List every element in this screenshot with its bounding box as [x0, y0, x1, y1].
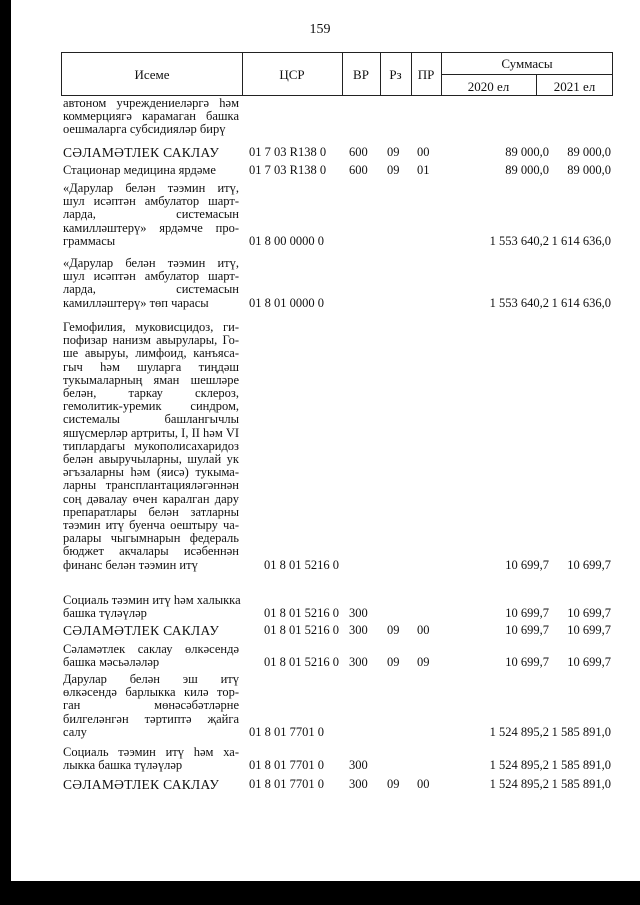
row-name-line: гыч һәм шуларга тиңдәш — [63, 359, 239, 374]
row-csr: 01 8 01 7701 0 — [249, 758, 324, 773]
row-csr: 01 8 01 5216 0 — [264, 655, 339, 670]
row-name — [63, 643, 239, 669]
row-sum-2020: 10 699,7 — [505, 557, 549, 572]
row-name-line: яшүсмерләр артриты, I, II һәм VI — [63, 425, 240, 440]
header-sums: Суммасы — [501, 56, 553, 71]
row-vr: 300 — [349, 758, 368, 773]
row-name-line: шул исәптән амбулатор шарт- — [63, 194, 239, 209]
row-name-line: автоном учреждениеләргә һәм — [63, 96, 239, 110]
row-pr: 00 — [417, 777, 430, 791]
row-rz: 09 — [387, 777, 400, 791]
row-name-line: финанс белән тәэмин итү — [63, 557, 198, 572]
row-sum-2020: 1 553 640,2 — [489, 233, 549, 248]
row-sum-2021: 10 699,7 — [567, 655, 611, 670]
row-csr: 01 8 01 7701 0 — [249, 777, 324, 791]
header-csr: ЦСР — [279, 67, 305, 82]
row-name-line: ларны трансплантацияләгәннән — [63, 478, 239, 493]
row-name — [63, 97, 239, 137]
row-name — [63, 182, 239, 248]
row-vr: 600 — [349, 163, 368, 177]
row-name-line: Стационар медицина ярдәме — [63, 163, 216, 177]
row-rz: 09 — [387, 655, 400, 670]
row-name-line: камилләштерү» төп чарасы — [63, 295, 209, 310]
row-sum-2021: 1 585 891,0 — [551, 777, 611, 791]
row-sum-2020: 10 699,7 — [505, 655, 549, 670]
row-csr: 01 8 01 5216 0 — [264, 606, 339, 621]
row-name-line: өлкәсендә барлыкка килә тор- — [63, 685, 239, 700]
row-name-line: башка мәсьәләләр — [63, 655, 160, 670]
row-name-line: ралары чыгымнарын федераль — [63, 531, 239, 546]
row-name-line: СӘЛАМӘТЛЕК САКЛАУ — [63, 145, 220, 160]
row-name — [63, 673, 239, 739]
row-sum-2020: 1 524 895,2 — [489, 724, 549, 739]
row-sum-2020: 1 524 895,2 — [489, 758, 549, 773]
row-csr: 01 8 01 5216 0 — [264, 623, 339, 637]
row-sum-2020: 10 699,7 — [505, 606, 549, 621]
row-name-line: Социаль тәэмин итү һәм халыкка — [63, 593, 241, 607]
header-rz: Рз — [389, 67, 402, 82]
row-name — [63, 146, 239, 159]
scan-left-edge — [0, 0, 11, 905]
row-sum-2021: 10 699,7 — [567, 606, 611, 621]
row-name-line: ган мөнәсәбәтләрне — [63, 698, 239, 713]
row-name-line: соң дәвалау өчен каралган дару — [63, 491, 239, 506]
row-sum-2021: 1 585 891,0 — [551, 724, 611, 739]
row-rz: 09 — [387, 623, 400, 637]
row-name-line: бюджет акчалары исәбеннән — [63, 544, 239, 559]
row-sum-2021: 10 699,7 — [567, 623, 611, 637]
row-name-line: белән, таркау склероз, — [63, 386, 239, 401]
row-vr: 300 — [349, 777, 368, 791]
row-name-line: «Дарулар белән тәэмин итү, — [63, 256, 239, 270]
row-name-line: Сәламәтлек саклау өлкәсендә — [63, 642, 239, 656]
row-name-line: тәэмин итү буенча оештыру ча- — [63, 518, 239, 533]
row-sum-2021: 89 000,0 — [567, 163, 611, 177]
row-name-line: Гемофилия, муковисцидоз, ги- — [63, 320, 239, 334]
header-pr: ПР — [417, 67, 435, 82]
row-csr: 01 8 00 0000 0 — [249, 233, 324, 248]
row-name-line: «Дарулар белән тәэмин итү, — [63, 181, 239, 195]
row-name-line: билгеләнгән тәртиптә җайга — [63, 711, 239, 726]
row-name-line: Дарулар белән эш итү — [63, 672, 239, 686]
row-name-line: салу — [63, 724, 87, 739]
row-name-line: Социаль тәэмин итү һәм ха- — [63, 745, 239, 759]
row-name — [63, 164, 239, 177]
header-name: Исеме — [134, 67, 170, 82]
scan-bottom-edge — [0, 881, 640, 905]
header-year-2020: 2020 ел — [467, 79, 510, 94]
row-sum-2020: 89 000,0 — [505, 163, 549, 177]
row-pr: 01 — [417, 163, 430, 177]
row-name-line: гемолитик-уремик синдром, — [63, 399, 239, 414]
row-sum-2021: 89 000,0 — [567, 145, 611, 159]
row-sum-2021: 1 614 636,0 — [551, 233, 611, 248]
row-name-line: системалы башлангычлы — [63, 412, 239, 427]
row-name-line: камилләштерү» ярдәмче про- — [63, 220, 239, 235]
page-number: 159 — [309, 22, 331, 37]
row-name — [63, 257, 239, 310]
row-vr: 300 — [349, 655, 368, 670]
row-sum-2021: 10 699,7 — [567, 557, 611, 572]
row-csr: 01 8 01 5216 0 — [264, 557, 339, 572]
row-vr: 300 — [349, 606, 368, 621]
row-rz: 09 — [387, 163, 400, 177]
row-name-line: пофизар нанизм авырулары, Го- — [63, 333, 239, 348]
table-header — [61, 52, 613, 96]
row-name-line: лыкка башка түләүләр — [63, 758, 183, 773]
row-name-line: башка түләүләр — [63, 606, 147, 621]
header-vr: ВР — [353, 67, 369, 82]
row-csr: 01 8 01 0000 0 — [249, 295, 324, 310]
row-name-line: шул исәптән амбулатор шарт- — [63, 269, 239, 284]
row-sum-2020: 1 553 640,2 — [489, 295, 549, 310]
row-pr: 09 — [417, 655, 430, 670]
row-sum-2021: 1 614 636,0 — [551, 295, 611, 310]
row-name-line: типлардагы мукополисахаридоз — [63, 438, 239, 453]
row-name-line: тукымаларның яман шешләре — [63, 372, 239, 387]
row-name-line: белән авыручыларны, шулай ук — [63, 452, 239, 467]
row-name — [63, 594, 239, 620]
header-year-2021: 2021 ел — [553, 79, 596, 94]
row-name-line: СӘЛАМӘТЛЕК САКЛАУ — [63, 777, 220, 792]
row-csr: 01 7 03 R138 0 — [249, 163, 327, 177]
row-name-line: оешмаларга субсидияләр бирү — [63, 122, 226, 137]
row-name — [63, 746, 239, 772]
row-name-line: коммерциягә карамаган башка — [63, 109, 239, 124]
row-rz: 09 — [387, 145, 400, 159]
row-name-line: ларда, системасын — [63, 282, 239, 297]
row-name-line: граммасы — [63, 233, 116, 248]
row-pr: 00 — [417, 145, 430, 159]
row-name — [63, 778, 239, 791]
row-name-line: ларда, системасын — [63, 207, 239, 222]
row-name-line: ше авыруы, лимфоид, канъяса- — [63, 346, 239, 361]
row-name-line: препаратлары белән затларны — [63, 504, 239, 519]
row-pr: 00 — [417, 623, 430, 637]
row-sum-2020: 10 699,7 — [505, 623, 549, 637]
row-name-line: СӘЛАМӘТЛЕК САКЛАУ — [63, 623, 220, 638]
row-csr: 01 7 03 R138 0 — [249, 145, 327, 159]
row-vr: 600 — [349, 145, 368, 159]
row-vr: 300 — [349, 623, 368, 637]
row-sum-2021: 1 585 891,0 — [551, 758, 611, 773]
row-sum-2020: 89 000,0 — [505, 145, 549, 159]
row-sum-2020: 1 524 895,2 — [489, 777, 549, 791]
row-name-line: әгъзаларны һәм (яисә) тукыма- — [63, 465, 239, 480]
row-name — [63, 624, 239, 637]
row-name — [63, 321, 239, 572]
row-csr: 01 8 01 7701 0 — [249, 724, 324, 739]
